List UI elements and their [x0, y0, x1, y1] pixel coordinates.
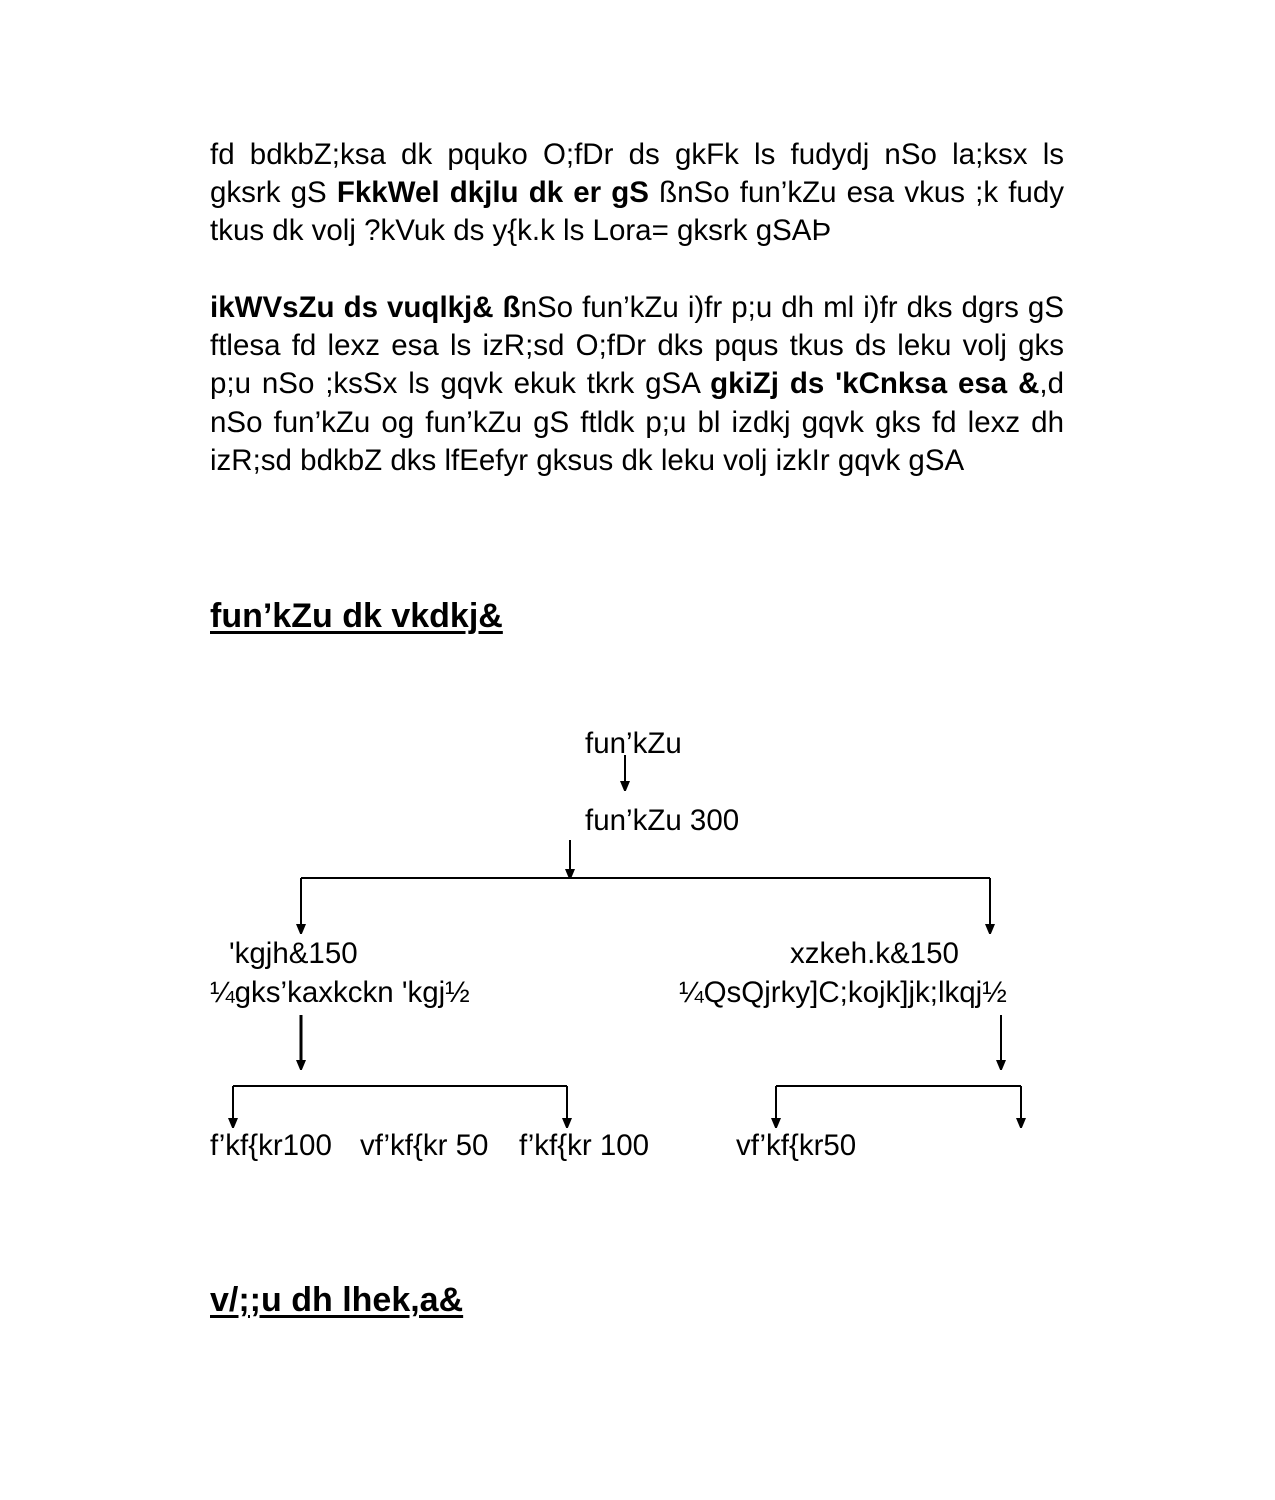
- diagram-total: fun’kZu 300: [585, 804, 740, 837]
- leaf-uneducated-rural: vf’kf{kr50: [736, 1129, 857, 1162]
- study-limits-heading: v/;;u dh lhek,a&: [210, 1281, 464, 1319]
- leaf-educated-urban: f’kf{kr100: [210, 1129, 332, 1162]
- para2-text-1: nSo fun’kZu i)fr p;u dh ml i)fr dks dgrs gS ftlesa fd lexz esa ls izR;sd O;fDr dks pqus tkus ds leku volj gks p;u nSo ;ksSx ls gqvk ekuk tkrk gSA: [210, 291, 1064, 401]
- urban-location: ¼gks’kaxkckn 'kgj½: [210, 976, 470, 1009]
- leaf-uneducated-urban: vf’kf{kr 50: [360, 1129, 489, 1162]
- para1-text-start: fd bdkbZ;ksa dk pquko O;fDr ds gkFk ls fudydj nSo la;ksx ls gksrk gS: [210, 138, 1064, 210]
- urban-label: 'kgjh&150: [229, 937, 358, 970]
- sample-size-heading: fun’kZu dk vkdkj&: [210, 597, 503, 635]
- rural-location: ¼QsQjrky]C;kojk]jk;lkqj½: [679, 976, 1007, 1009]
- para2-bold-text-1: ikWVsZu ds vuqlkj& ß: [210, 291, 521, 324]
- para1-bold-text: FkkWel dkjlu dk er gS: [336, 176, 649, 210]
- para2-bold-text-2: gkiZj ds 'kCnksa esa &: [710, 367, 1040, 401]
- para2-text-2: ,d nSo fun’kZu og fun’kZu gS ftldk p;u bl izdkj gqvk gks fd lexz dh izR;sd bdkbZ dks lfEefyr gksus dk leku volj izkIr gqvk gSA: [210, 367, 1064, 477]
- para1-text-end: ßnSo fun’kZu esa vkus ;k fudy tkus dk volj ?kVuk ds y{k.k ls Lora= gksrk gSAÞ: [210, 176, 1064, 248]
- diagram-root: fun’kZu: [585, 727, 682, 760]
- leaf-educated-rural: f’kf{kr 100: [519, 1129, 650, 1162]
- rural-label: xzkeh.k&150: [790, 937, 959, 970]
